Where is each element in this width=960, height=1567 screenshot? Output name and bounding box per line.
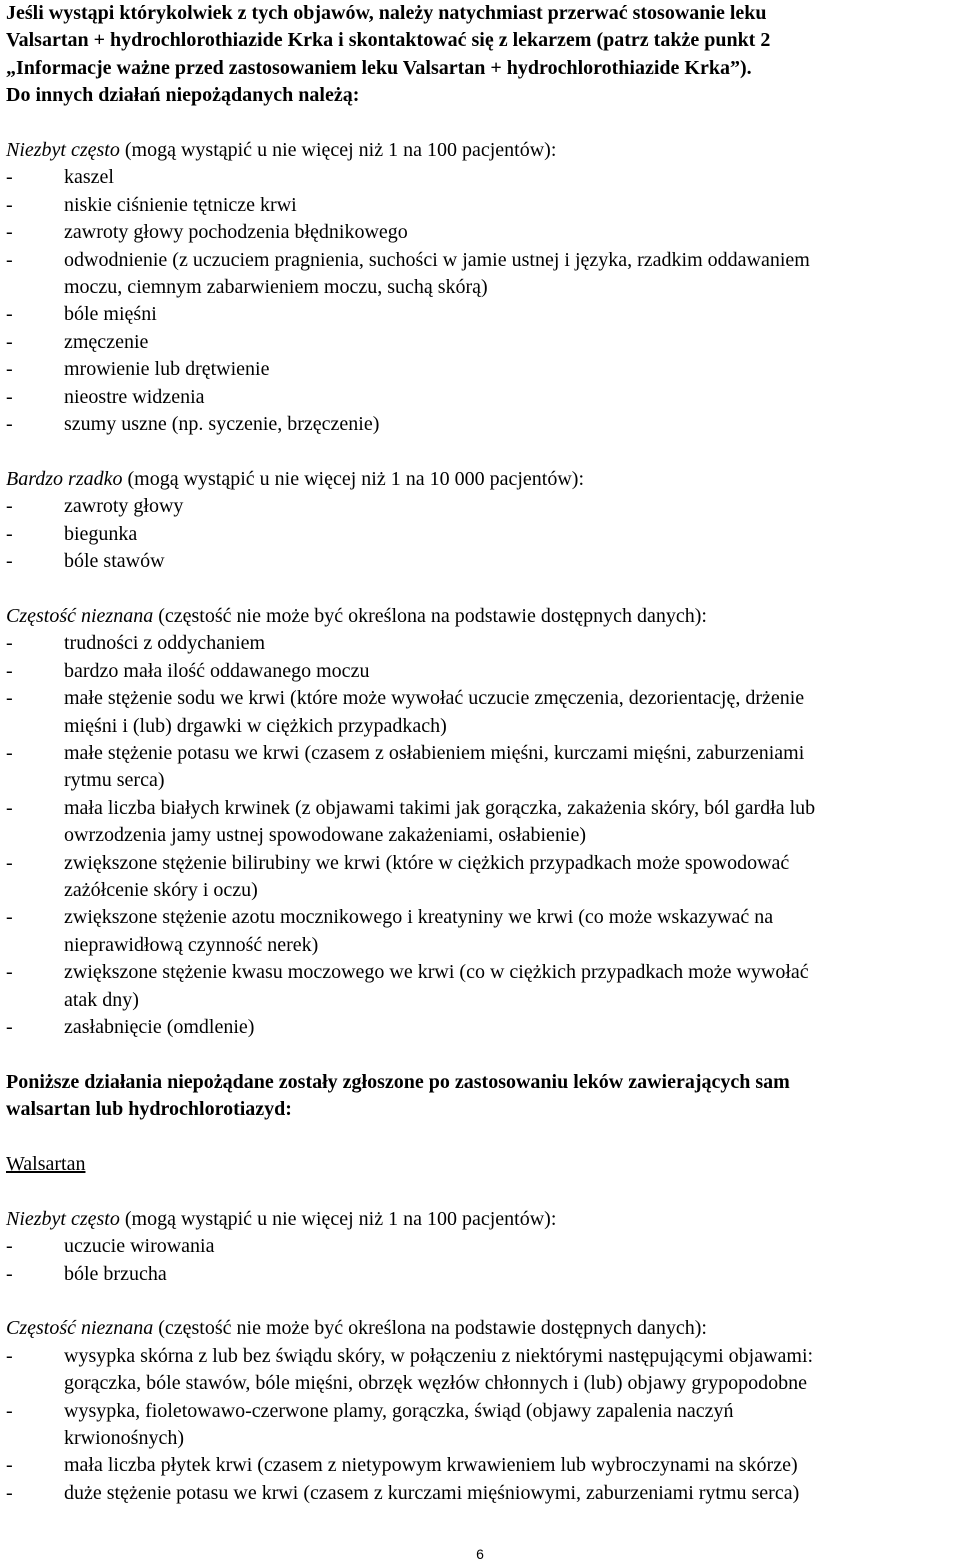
list-item-text: zawroty głowy pochodzenia błędnikowego <box>64 221 408 244</box>
list-item-text: bóle mięśni <box>64 303 157 326</box>
section-uncommon-1 <box>6 137 960 438</box>
list-item-text: duże stężenie potasu we krwi (czasem z kurczami mięśniowymi, zaburzeniami rytmu serca) <box>64 1481 800 1504</box>
list-item <box>6 329 960 356</box>
bullet-dash: - <box>6 687 13 710</box>
bullet-dash: - <box>6 961 13 984</box>
list-item <box>6 630 960 657</box>
list-item-text: bóle brzucha <box>64 1262 167 1285</box>
list-item-text: małe stężenie sodu we krwi (które może wywołać uczucie zmęczenia, dezorientację, drżenie mięśni i (lub) drgawki w ciężkich przypadkach) <box>64 687 805 737</box>
bullet-dash: - <box>6 248 13 271</box>
bullet-dash: - <box>6 1399 13 1422</box>
frequency-label: Częstość nieznana <box>6 604 154 627</box>
list-item-text: biegunka <box>64 522 138 545</box>
list-item <box>6 850 960 905</box>
bullet-dash: - <box>6 906 13 929</box>
effects-list <box>6 1343 960 1507</box>
bullet-dash: - <box>6 550 13 573</box>
list-item-text: zwiększone stężenie kwasu moczowego we krwi (co w ciężkich przypadkach może wywołać atak dny) <box>64 961 809 1011</box>
list-item-text: mała liczba białych krwinek (z objawami takimi jak gorączka, zakażenia skóry, ból gardła lub owrzodzenia jamy ustnej spowodowane zakażeniami, osłabienie) <box>64 796 816 847</box>
bullet-dash: - <box>6 385 13 408</box>
bullet-dash: - <box>6 193 13 216</box>
frequency-label: Bardzo rzadko <box>6 467 123 490</box>
list-item <box>6 164 960 191</box>
section-unknown-1 <box>6 603 960 1042</box>
bullet-dash: - <box>6 1344 13 1367</box>
page-number: 6 <box>476 1546 484 1562</box>
section-unknown-2 <box>6 1315 960 1507</box>
bullet-dash: - <box>6 495 13 518</box>
bullet-dash: - <box>6 796 13 819</box>
list-item <box>6 384 960 411</box>
effects-list <box>6 164 960 438</box>
bullet-dash: - <box>6 166 13 189</box>
list-item-text: odwodnienie (z uczuciem pragnienia, suchości w jamie ustnej i języka, rzadkim oddawaniem moczu, ciemnym zabarwieniem moczu, suchą skórą) <box>64 248 810 299</box>
list-item-text: szumy uszne (np. syczenie, brzęczenie) <box>64 413 380 436</box>
frequency-desc: (mogą wystąpić u nie więcej niż 1 na 100 pacjentów): <box>119 1207 557 1230</box>
list-item <box>6 548 960 575</box>
frequency-label: Niezbyt często <box>6 1207 120 1230</box>
list-item <box>6 685 960 740</box>
list-item-text: zwiększone stężenie azotu mocznikowego i kreatyniny we krwi (co może wskazywać na nieprawidłową czynność nerek) <box>64 906 774 956</box>
list-item <box>6 740 960 795</box>
bullet-dash: - <box>6 413 13 436</box>
effects-list <box>6 1233 960 1288</box>
list-item-text: niskie ciśnienie tętnicze krwi <box>64 193 297 216</box>
list-item <box>6 192 960 219</box>
list-item <box>6 247 960 302</box>
bullet-dash: - <box>6 1454 13 1477</box>
bullet-dash: - <box>6 358 13 381</box>
frequency-desc: (mogą wystąpić u nie więcej niż 1 na 100 pacjentów): <box>119 139 557 162</box>
list-item-text: wysypka skórna z lub bez świądu skóry, w połączeniu z niektórymi następującymi objawami: gorączka, bóle stawów, bóle mięśni, obrzęk węzłów chłonnych i (lub) objawy grypopodobne <box>64 1344 814 1395</box>
walsartan-heading: Walsartan <box>6 1152 86 1175</box>
frequency-desc: (częstość nie może być określona na podstawie dostępnych danych): <box>153 1317 707 1340</box>
section-uncommon-2 <box>6 1206 960 1288</box>
list-item-text: mała liczba płytek krwi (czasem z nietypowym krwawieniem lub wybroczynami na skórze) <box>64 1454 798 1477</box>
list-item <box>6 356 960 383</box>
list-item <box>6 1343 960 1398</box>
frequency-label: Częstość nieznana <box>6 1317 154 1340</box>
list-item-text: bardzo mała ilość oddawanego moczu <box>64 659 370 682</box>
list-item <box>6 904 960 959</box>
list-item <box>6 493 960 520</box>
list-item-text: zwiększone stężenie bilirubiny we krwi (które w ciężkich przypadkach może spowodować zażółcenie skóry i oczu) <box>64 851 790 901</box>
bullet-dash: - <box>6 741 13 764</box>
bullet-dash: - <box>6 1262 13 1285</box>
list-item <box>6 1014 960 1041</box>
bullet-dash: - <box>6 330 13 353</box>
frequency-heading <box>6 1206 960 1233</box>
list-item-text: mrowienie lub drętwienie <box>64 358 270 381</box>
bullet-dash: - <box>6 303 13 326</box>
frequency-desc: (częstość nie może być określona na podstawie dostępnych danych): <box>153 604 707 627</box>
list-item <box>6 301 960 328</box>
list-item-text: uczucie wirowania <box>64 1235 215 1258</box>
list-item-text: nieostre widzenia <box>64 385 205 408</box>
list-item <box>6 959 960 1014</box>
list-item-text: małe stężenie potasu we krwi (czasem z osłabieniem mięśni, kurczami mięśni, zaburzeniami rytmu serca) <box>64 741 805 792</box>
list-item-text: trudności z oddychaniem <box>64 632 266 655</box>
list-item <box>6 1233 960 1260</box>
frequency-heading <box>6 466 960 493</box>
bullet-dash: - <box>6 851 13 874</box>
frequency-desc: (mogą wystąpić u nie więcej niż 1 na 10 000 pacjentów): <box>122 467 585 490</box>
frequency-heading <box>6 137 960 164</box>
intro-warning <box>6 0 960 82</box>
list-item <box>6 1261 960 1288</box>
frequency-heading <box>6 1315 960 1342</box>
list-item-text: zasłabnięcie (omdlenie) <box>64 1015 255 1038</box>
list-item-text: bóle stawów <box>64 550 165 573</box>
list-item-text: kaszel <box>64 166 114 189</box>
list-item-text: zmęczenie <box>64 330 149 353</box>
list-item <box>6 1398 960 1453</box>
single-drug-heading <box>6 1069 960 1124</box>
frequency-heading <box>6 603 960 630</box>
list-item <box>6 521 960 548</box>
section-very-rare <box>6 466 960 576</box>
list-item-text: wysypka, fioletowawo-czerwone plamy, gorączka, świąd (objawy zapalenia naczyń krwionośnych) <box>64 1399 734 1450</box>
bullet-dash: - <box>6 1015 13 1038</box>
list-item <box>6 1452 960 1479</box>
bullet-dash: - <box>6 632 13 655</box>
list-item-text: zawroty głowy <box>64 495 184 518</box>
intro-line-2: Valsartan + hydrochlorothiazide Krka i skontaktować się z lekarzem (patrz także punkt 2 <box>6 29 771 52</box>
list-item <box>6 1480 960 1507</box>
list-item <box>6 219 960 246</box>
effects-list <box>6 630 960 1041</box>
bullet-dash: - <box>6 1481 13 1504</box>
frequency-label: Niezbyt często <box>6 139 120 162</box>
bullet-dash: - <box>6 221 13 244</box>
intro-line-1: Jeśli wystąpi którykolwiek z tych objawów, należy natychmiast przerwać stosowanie leku <box>6 2 767 24</box>
single-drug-heading-line-1: Poniższe działania niepożądane zostały zgłoszone po zastosowaniu leków zawierających sam <box>6 1070 790 1093</box>
document-page <box>6 0 960 1507</box>
bullet-dash: - <box>6 522 13 545</box>
single-drug-heading-line-2: walsartan lub hydrochlorotiazyd: <box>6 1098 292 1121</box>
list-item <box>6 411 960 438</box>
bullet-dash: - <box>6 659 13 682</box>
other-effects-heading: Do innych działań niepożądanych należą: <box>6 84 360 107</box>
bullet-dash: - <box>6 1235 13 1258</box>
list-item <box>6 795 960 850</box>
effects-list <box>6 493 960 575</box>
list-item <box>6 658 960 685</box>
intro-line-3: „Informacje ważne przed zastosowaniem leku Valsartan + hydrochlorothiazide Krka”). <box>6 56 752 79</box>
